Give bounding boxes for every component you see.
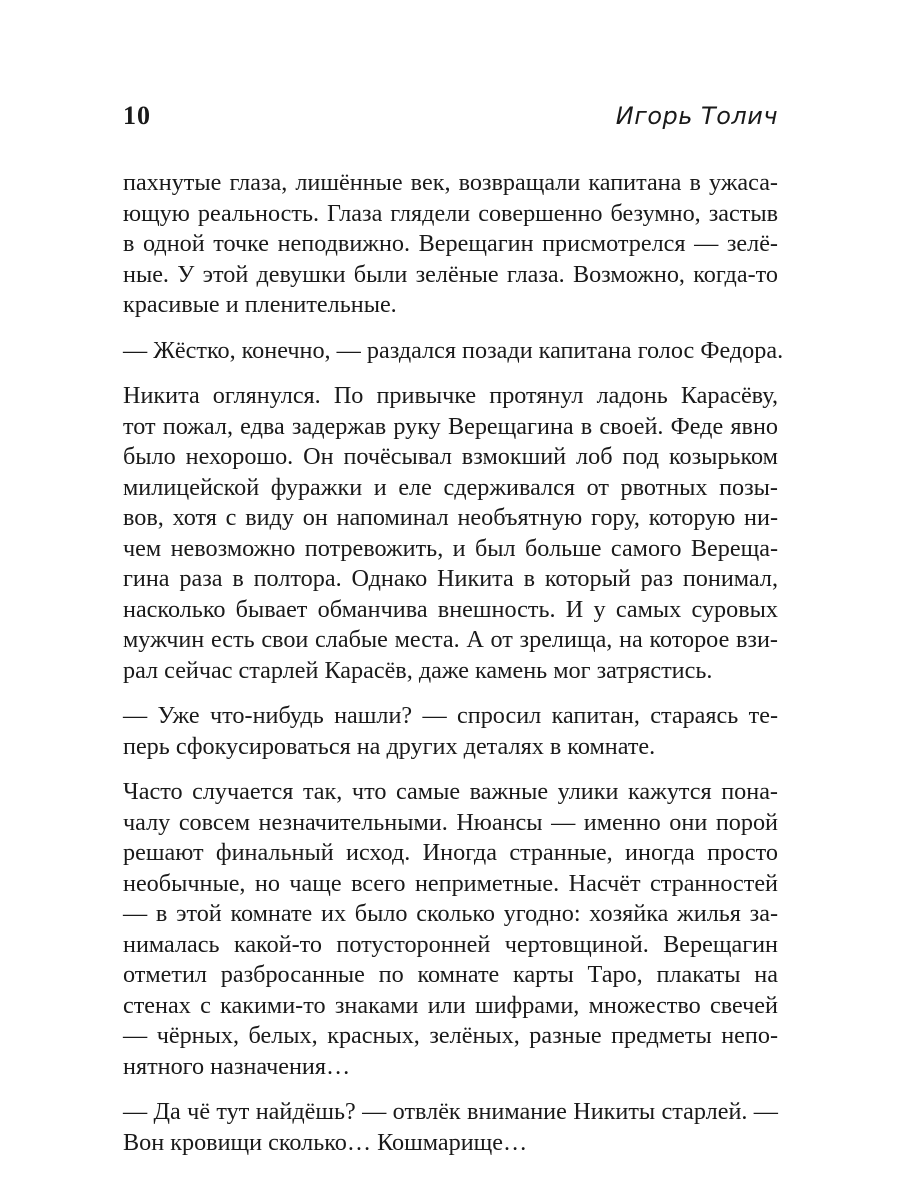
text-line: было нехорошо. Он почёсывал взмокший лоб под козырьком: [123, 443, 778, 470]
paragraph-1: [123, 168, 778, 321]
text-line: пахнутые глаза, лишённые век, возвращали капитана в ужаса-: [123, 169, 778, 196]
text-line: — Уже что-нибудь нашли? — спросил капитан, стараясь те-: [123, 702, 778, 729]
paragraph-4: [123, 701, 778, 762]
text-line: насколько бывает обманчива внешность. И у самых суровых: [123, 595, 778, 623]
text-line: стенах с какими-то знаками или шифрами, множество свечей: [123, 991, 778, 1019]
text-line: рал сейчас старлей Карасёв, даже камень мог затрястись.: [123, 656, 713, 684]
text-line: чалу совсем незначительными. Нюансы — именно они порой: [123, 808, 778, 836]
text-line: ющую реальность. Глаза глядели совершенно безумно, застыв: [123, 199, 778, 227]
text-line: нималась какой-то потусторонней чертовщиной. Верещагин: [123, 930, 778, 958]
text-line: ные. У этой девушки были зелёные глаза. Возможно, когда-то: [123, 260, 778, 288]
text-line: в одной точке неподвижно. Верещагин присмотрелся — зелё-: [123, 230, 778, 257]
paragraph-3: [123, 381, 778, 686]
text-line: — в этой комнате их было сколько угодно: хозяйка жилья за-: [123, 900, 778, 927]
text-line: красивые и пленительные.: [123, 291, 397, 318]
running-head: [123, 96, 778, 136]
text-line: решают финальный исход. Иногда странные, иногда просто: [123, 839, 778, 866]
text-line: гина раза в полтора. Однако Никита в который раз понимал,: [123, 565, 778, 592]
text-line: — чёрных, белых, красных, зелёных, разные предметы непо-: [123, 1022, 778, 1049]
text-line: необычные, но чаще всего неприметные. Насчёт странностей: [123, 869, 778, 897]
text-line: Вон кровищи сколько… Кошмарище…: [123, 1128, 528, 1156]
text-line: нятного назначения…: [123, 1052, 351, 1080]
paragraph-5: [123, 777, 778, 1082]
text-line: мужчин есть свои слабые места. А от зрелища, на которое взи-: [123, 626, 778, 653]
paragraph-6: [123, 1097, 778, 1158]
page-number: 10: [123, 101, 151, 130]
text-line: вов, хотя с виду он напоминал необъятную гору, которую ни-: [123, 504, 778, 531]
running-head-author: Игорь Толич: [615, 102, 778, 130]
text-line: — Жёстко, конечно, — раздался позади капитана голос Федора.: [123, 336, 784, 364]
text-line: — Да чё тут найдёшь? — отвлёк внимание Никиты старлей. —: [123, 1098, 778, 1125]
text-body: [123, 168, 784, 1173]
text-line: чем невозможно потревожить, и был больше самого Вереща-: [123, 534, 778, 562]
text-line: Никита оглянулся. По привычке протянул ладонь Карасёву,: [123, 382, 778, 409]
text-line: милицейской фуражки и еле сдерживался от рвотных позы-: [123, 473, 778, 501]
text-line: тот пожал, едва задержав руку Верещагина в своей. Феде явно: [123, 412, 778, 440]
text-line: Часто случается так, что самые важные улики кажутся пона-: [123, 778, 778, 805]
text-line: отметил разбросанные по комнате карты Таро, плакаты на: [123, 961, 778, 988]
paragraph-2: [123, 336, 784, 367]
text-line: перь сфокусироваться на других деталях в комнате.: [123, 732, 656, 760]
